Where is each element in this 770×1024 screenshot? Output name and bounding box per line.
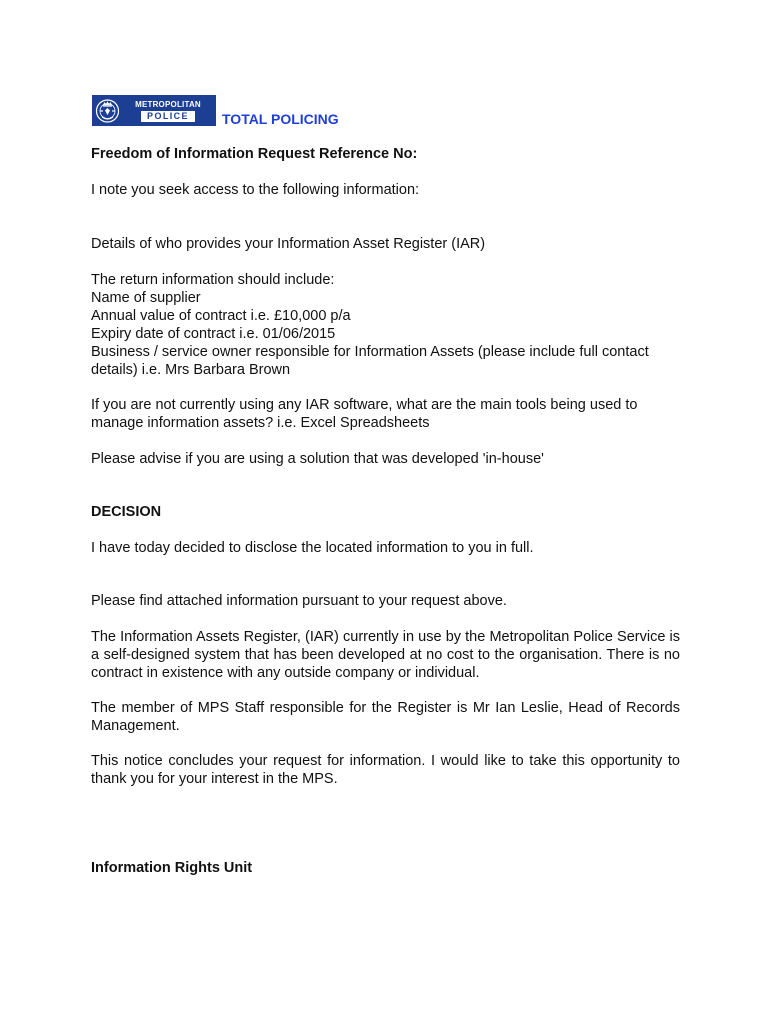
- return-line: The return information should include:: [91, 272, 335, 288]
- met-police-logo: [92, 95, 216, 126]
- staff-paragraph: The member of MPS Staff responsible for the Register is Mr Ian Leslie, Head of Records Management.: [91, 700, 680, 734]
- return-line: Business / service owner responsible for Information Assets (please include full contact details) i.e. Mrs Barbara Brown: [91, 344, 649, 378]
- logo-text-bottom: POLICE: [141, 111, 195, 122]
- software-question: If you are not currently using any IAR software, what are the main tools being used to manage information assets? i.e. Excel Spreadsheets: [91, 397, 638, 431]
- crown-crest-icon: [92, 95, 123, 126]
- signature: Information Rights Unit: [91, 860, 253, 876]
- reference-heading: Freedom of Information Request Reference No:: [91, 146, 418, 162]
- logo-text-top: METROPOLITAN: [135, 99, 201, 109]
- decision-heading: DECISION: [91, 504, 162, 520]
- decision-text: I have today decided to disclose the located information to you in full.: [91, 540, 534, 556]
- return-line: Annual value of contract i.e. £10,000 p/a: [91, 308, 351, 324]
- intro-text: I note you seek access to the following information:: [91, 182, 420, 198]
- inhouse-question: Please advise if you are using a solution that was developed 'in-house': [91, 451, 544, 467]
- attached-text: Please find attached information pursuant to your request above.: [91, 593, 507, 609]
- iar-paragraph: The Information Assets Register, (IAR) currently in use by the Metropolitan Police Service is a self-designed system that has been developed at no cost to the organisation. There is no contract in existence with any outside company or individual.: [91, 629, 680, 681]
- logo-wordmark: [123, 95, 216, 126]
- request-title: Details of who provides your Information Asset Register (IAR): [91, 236, 486, 252]
- return-information-list: [91, 271, 680, 379]
- return-line: Name of supplier: [91, 290, 201, 306]
- closing-paragraph: This notice concludes your request for information. I would like to take this opportunity to thank you for your interest in the MPS.: [91, 753, 680, 787]
- return-line: Expiry date of contract i.e. 01/06/2015: [91, 326, 336, 342]
- slogan: TOTAL POLICING: [222, 111, 339, 127]
